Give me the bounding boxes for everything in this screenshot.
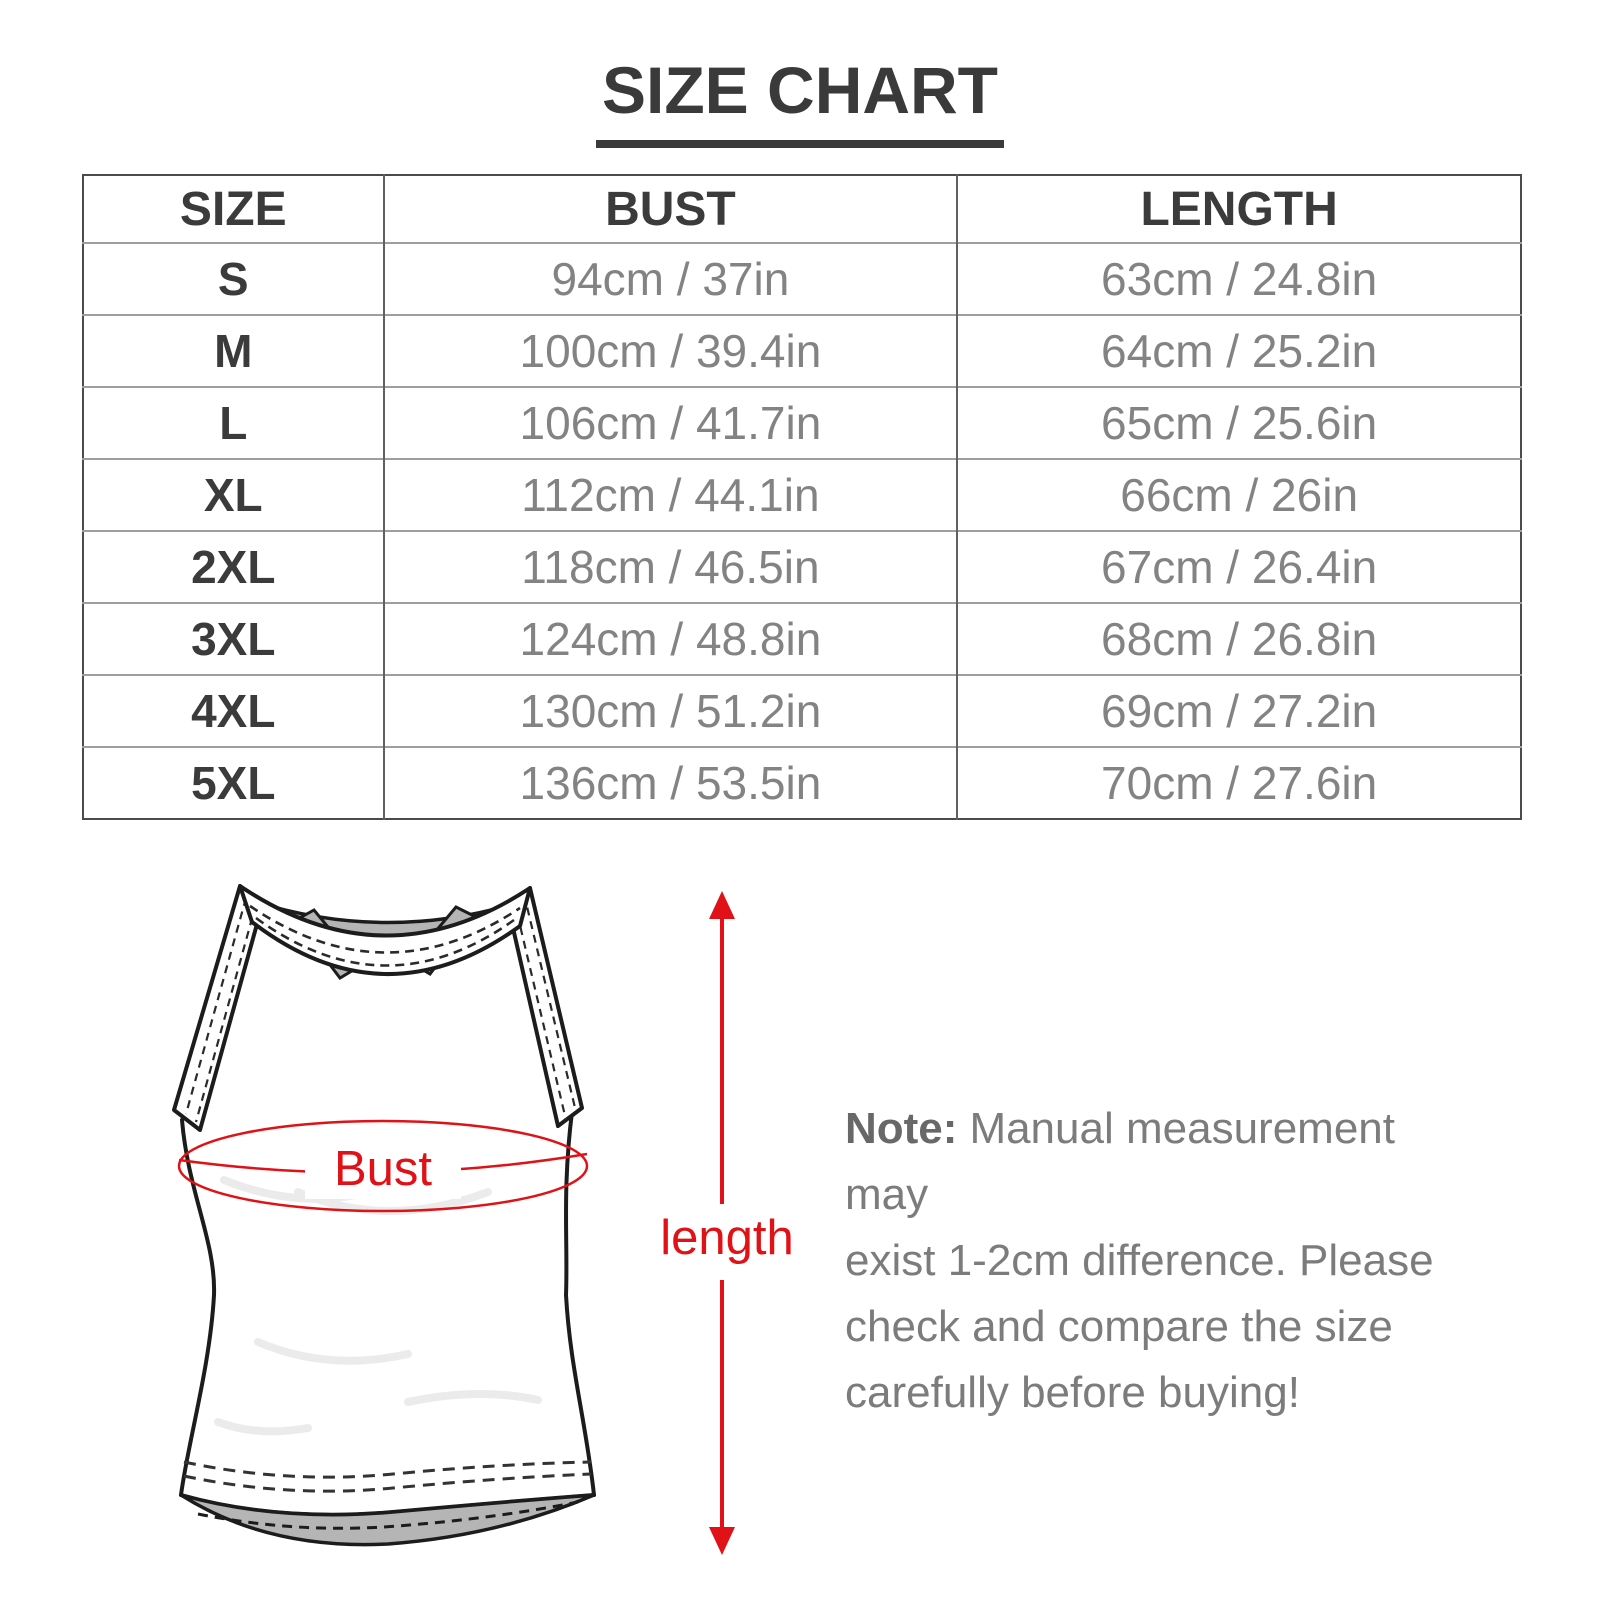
table-row [83, 531, 1521, 603]
size-cell: XL [83, 459, 384, 531]
garment-illustration [158, 862, 628, 1562]
size-cell: 5XL [83, 747, 384, 819]
note-line: check and compare the size [845, 1302, 1393, 1351]
table-row [83, 675, 1521, 747]
arrow-head-up [709, 891, 735, 919]
size-cell: L [83, 387, 384, 459]
table-row [83, 747, 1521, 819]
page-title: SIZE CHART [596, 52, 1004, 148]
arrow-head-down [709, 1527, 735, 1555]
note-label: Note: [845, 1104, 958, 1153]
bust-cell: 100cm / 39.4in [384, 315, 958, 387]
note-line: exist 1-2cm difference. Please [845, 1236, 1434, 1285]
length-cell: 63cm / 24.8in [957, 243, 1521, 315]
length-cell: 64cm / 25.2in [957, 315, 1521, 387]
length-cell: 69cm / 27.2in [957, 675, 1521, 747]
title-wrap [0, 52, 1600, 148]
length-cell: 65cm / 25.6in [957, 387, 1521, 459]
bust-cell: 136cm / 53.5in [384, 747, 958, 819]
bust-cell: 118cm / 46.5in [384, 531, 958, 603]
length-cell: 66cm / 26in [957, 459, 1521, 531]
strap-left [174, 886, 262, 1130]
bust-cell: 106cm / 41.7in [384, 387, 958, 459]
size-cell: 4XL [83, 675, 384, 747]
note-line [845, 1096, 1465, 1228]
length-cell: 70cm / 27.6in [957, 747, 1521, 819]
size-cell: M [83, 315, 384, 387]
note-line-text: Manual measurement may [845, 1104, 1395, 1219]
col-header-length: LENGTH [957, 175, 1521, 243]
col-header-bust: BUST [384, 175, 958, 243]
length-cell: 68cm / 26.8in [957, 603, 1521, 675]
bust-cell: 130cm / 51.2in [384, 675, 958, 747]
bust-label: Bust [305, 1139, 461, 1199]
table-row [83, 387, 1521, 459]
size-cell: 2XL [83, 531, 384, 603]
bust-cell: 94cm / 37in [384, 243, 958, 315]
size-cell: S [83, 243, 384, 315]
length-label: length [647, 1204, 807, 1280]
bust-cell: 112cm / 44.1in [384, 459, 958, 531]
size-chart-table [82, 174, 1522, 820]
table-row [83, 315, 1521, 387]
table-row [83, 603, 1521, 675]
size-cell: 3XL [83, 603, 384, 675]
header-row [83, 175, 1521, 243]
table-row [83, 243, 1521, 315]
table-row [83, 459, 1521, 531]
bust-cell: 124cm / 48.8in [384, 603, 958, 675]
length-cell: 67cm / 26.4in [957, 531, 1521, 603]
col-header-size: SIZE [179, 182, 287, 236]
note-line: carefully before buying! [845, 1368, 1300, 1417]
note-text [845, 1096, 1465, 1426]
